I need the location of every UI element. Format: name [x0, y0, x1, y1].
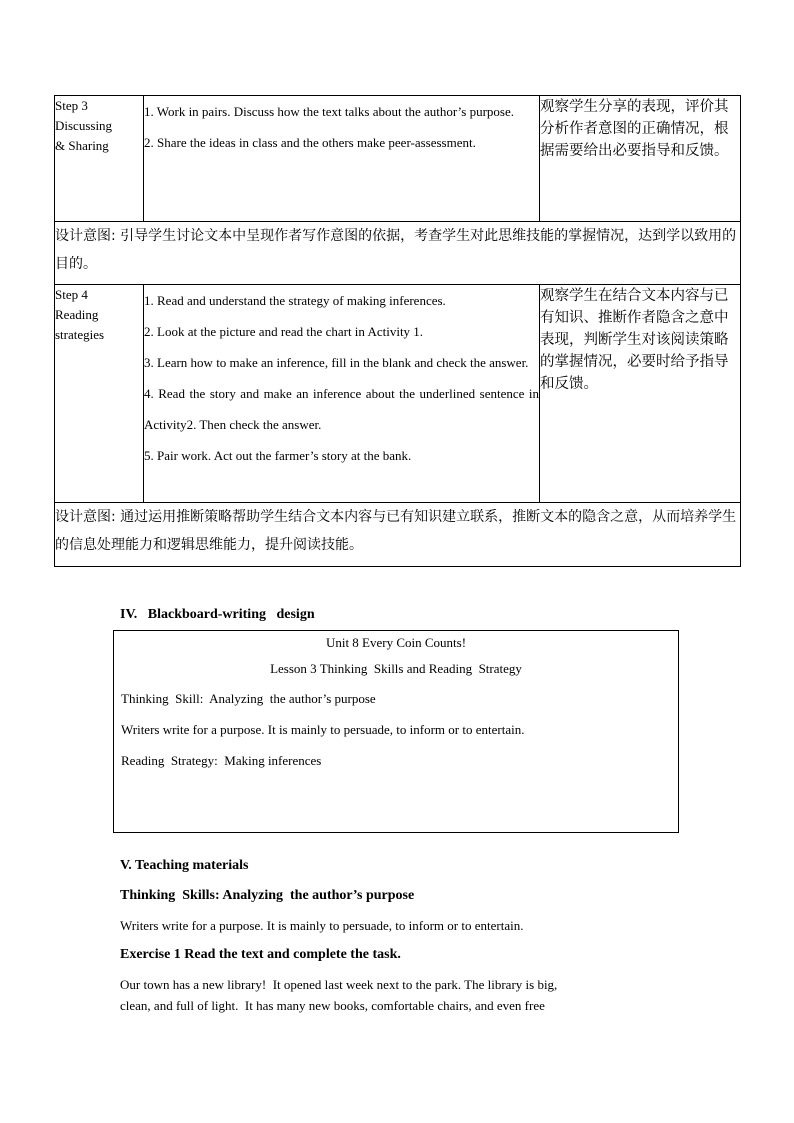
lesson-plan-table — [54, 95, 741, 567]
activity-item: 4. Read the story and make an inference about the underlined sentence in Activity2. Then check the answer. — [144, 386, 539, 432]
step-label-line: strategies — [55, 327, 105, 342]
board-thinking-skill: Thinking Skill: Analyzing the author’s purpose — [121, 691, 376, 706]
intent3-row — [55, 222, 741, 285]
step3-label — [55, 96, 144, 222]
step3-observation: 观察学生分享的表现，评价其分析作者意图的正确情况，根据需要给出必要指导和反馈。 — [540, 96, 741, 222]
exercise-text-line: clean, and full of light. It has many new books, comfortable chairs, and even free — [120, 998, 545, 1013]
step4-observation: 观察学生在结合文本内容与已有知识、推断作者隐含之意中表现，判断学生对该阅读策略的掌握情况，必要时给予指导和反馈。 — [540, 285, 741, 503]
activity-item: 1. Work in pairs. Discuss how the text talks about the author’s purpose. — [144, 104, 515, 119]
board-writers-purpose: Writers write for a purpose. It is mainly to persuade, to inform or to entertain. — [121, 722, 525, 737]
board-reading-strategy: Reading Strategy: Making inferences — [121, 753, 322, 768]
step4-activities — [144, 285, 540, 503]
writers-purpose-text: Writers write for a purpose. It is mainly to persuade, to inform or to entertain. — [120, 918, 524, 933]
activity-item: 2. Look at the picture and read the chart in Activity 1. — [144, 324, 424, 339]
activity-item: 2. Share the ideas in class and the others make peer-assessment. — [144, 135, 476, 150]
blackboard-design-box — [113, 630, 679, 833]
exercise-text-line: Our town has a new library! It opened last week next to the park. The library is big, — [120, 977, 558, 992]
activity-item: 3. Learn how to make an inference, fill in the blank and check the answer. — [144, 355, 529, 370]
step-label-line: Discussing — [55, 118, 113, 133]
step-label-line: Reading — [55, 307, 99, 322]
step-label-line: Step 4 — [55, 287, 88, 302]
intent4-row — [55, 503, 741, 567]
activity-item: 5. Pair work. Act out the farmer’s story at the bank. — [144, 448, 412, 463]
step4-row — [55, 285, 741, 503]
section-v-title: V. Teaching materials — [120, 858, 249, 873]
step-label-line: & Sharing — [55, 138, 109, 153]
exercise-1-heading: Exercise 1 Read the text and complete the task. — [120, 947, 401, 962]
step-label-line: Step 3 — [55, 98, 88, 113]
teaching-materials-subtitle: Thinking Skills: Analyzing the author’s purpose — [120, 888, 415, 903]
board-lesson-title: Lesson 3 Thinking Skills and Reading Strategy — [270, 661, 522, 676]
activity-item: 1. Read and understand the strategy of making inferences. — [144, 293, 446, 308]
section-iv-title: IV. Blackboard-writing design — [120, 607, 315, 622]
step3-row — [55, 96, 741, 222]
board-unit-title: Unit 8 Every Coin Counts! — [325, 635, 467, 650]
design-intent-step3: 设计意图: 引导学生讨论文本中呈现作者写作意图的依据，考查学生对此思维技能的掌握情况，达到学以致用的目的。 — [55, 222, 741, 285]
step4-label — [55, 285, 144, 503]
step3-activities — [144, 96, 540, 222]
design-intent-step4: 设计意图: 通过运用推断策略帮助学生结合文本内容与已有知识建立联系，推断文本的隐含之意，从而培养学生的信息处理能力和逻辑思维能力，提升阅读技能。 — [55, 503, 741, 567]
